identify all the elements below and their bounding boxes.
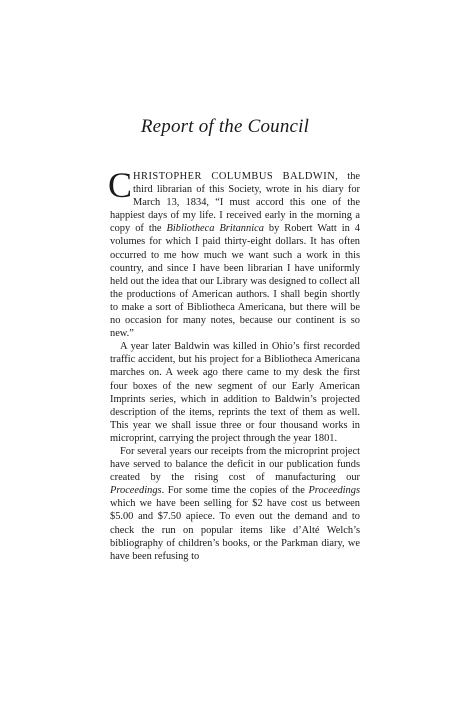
paragraph-3-text-c: which we have been selling for $2 have cost us between $5.00 and $7.50 apiece. To even out the demand and to check the run on popular items like d’Alté Welch’s bibliography of children’s books, or the Parkman diary, we have been refusing to [110, 498, 360, 562]
paragraph-3-text-b: . For some time the copies of the [161, 485, 309, 497]
paragraph-1-lead: HRISTOPHER COLUMBUS BALDWIN, [133, 171, 339, 182]
paragraph-2: A year later Baldwin was killed in Ohio’s first recorded traffic accident, but his project for a Bibliotheca Americana marches on. A week ago there came to my desk the first four boxes of the new segment of our Early American Imprints series, which in addition to Baldwin’s projected description of the items, reprints the text of them as well. This year we shall issue three or four thousand works in microprint, carrying the project through the year 1801. [110, 341, 360, 444]
paragraph-1-italic-title: Bibliotheca Britannica [166, 223, 264, 235]
paragraph-1 [108, 165, 361, 340]
paragraph-1-text-a: the third librarian of this Society, wrote in his diary for March 13, 1834, “I must accord this one of the happiest days of my life. I received early in the morning a copy of the [110, 171, 361, 235]
paragraph-3 [110, 445, 360, 563]
paragraph-1-text-b: by Robert Watt in 4 volumes for which I paid thirty-eight dollars. It has often occurred to me how much we want such a work in this country, and since I have been librarian I have uniformly held out the idea that our Library was designed to collect all the productions of American authors. I shall begin shortly to make a sort of Bibliotheca Americana, but there will be no occasion for many notes, because our continent is so new.” [110, 223, 360, 340]
body-text [108, 165, 361, 563]
page-title: Report of the Council [140, 116, 310, 137]
drop-cap: C [108, 165, 133, 205]
paragraph-3-text-a: For several years our receipts from the microprint project have served to balance the deficit in our publication funds created by the rising cost of manufacturing our [110, 445, 360, 484]
paragraph-3-italic-1: Proceedings [110, 485, 162, 497]
paragraph-3-italic-2: Proceedings [308, 485, 360, 497]
